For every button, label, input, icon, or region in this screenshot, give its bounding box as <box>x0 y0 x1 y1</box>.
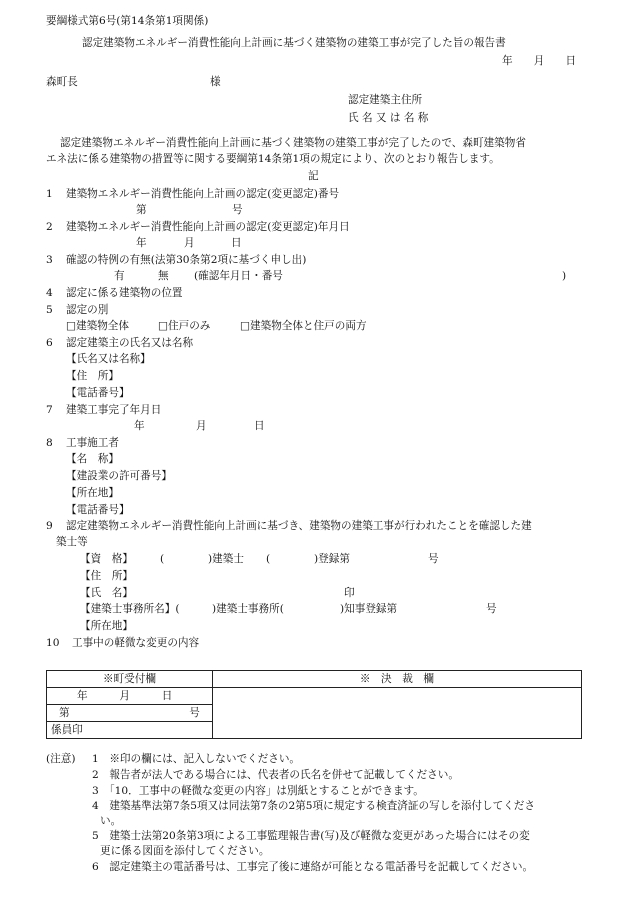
item-9-number: 9 <box>46 520 53 532</box>
item-10-label: 工事中の軽微な変更の内容 <box>72 637 200 649</box>
intro-line-2: エネ法に係る建築物の措置等に関する要綱第14条第1項の規定により、次のとおり報告します。 <box>46 153 500 165</box>
item-2-number: 2 <box>46 221 53 233</box>
item-1-number: 1 <box>46 188 53 200</box>
reception-number-cell <box>47 705 213 722</box>
item-8-location-field: 【所在地】 <box>66 487 119 499</box>
item-6-label: 認定建築主の氏名又は名称 <box>66 337 194 349</box>
item-2-day: 日 <box>231 237 242 249</box>
item-9-name-field: 【氏 名】 <box>80 587 133 599</box>
item-2-year: 年 <box>136 237 147 249</box>
item-6-address-field: 【住 所】 <box>66 370 119 382</box>
reception-decision-table <box>46 670 582 739</box>
item-3-close-paren: ) <box>562 270 567 282</box>
item-9-location-field: 【所在地】 <box>80 620 133 632</box>
item-2-month: 月 <box>184 237 195 249</box>
checkbox-both[interactable]: □建築物全体と住戸の両方 <box>240 320 367 332</box>
reception-dai: 第 <box>59 707 70 719</box>
note-3: 3 「10．工事中の軽微な変更の内容」は別紙とすることができます。 <box>92 785 424 797</box>
owner-name-label: 氏 名 又 は 名 称 <box>348 112 429 124</box>
item-9-address-field: 【住 所】 <box>80 570 133 582</box>
item-8-name-field: 【名 称】 <box>66 453 119 465</box>
item-9-architect: )建築士 <box>208 553 244 565</box>
item-9-label-line-1: 認定建築物エネルギー消費性能向上計画に基づき、建築物の建築工事が行われたことを確認した建 <box>66 520 532 532</box>
item-9-office-go: 号 <box>486 603 497 615</box>
item-4-label: 認定に係る建築物の位置 <box>66 287 183 299</box>
item-7-year: 年 <box>134 420 145 432</box>
reception-header: ※町受付欄 <box>47 671 213 688</box>
item-8-phone-field: 【電話番号】 <box>66 504 130 516</box>
decision-header: ※ 決 裁 欄 <box>212 671 581 688</box>
item-9-registration: )登録第 <box>314 553 350 565</box>
addressee: 森町長 <box>46 76 78 88</box>
report-date: 年 月 日 <box>502 55 577 67</box>
item-7-label: 建築工事完了年月日 <box>66 404 162 416</box>
addressee-honorific: 様 <box>210 76 221 88</box>
item-3-number: 3 <box>46 254 53 266</box>
item-9-office-field: 【建築士事務所名】( <box>80 603 180 615</box>
note-4-line-1: 4 建築基準法第7条5項又は同法第7条の2第5項に規定する検査済証の写しを添付してくださ <box>92 800 535 812</box>
reception-go: 号 <box>189 707 200 719</box>
notes-label: (注意) <box>46 753 76 765</box>
item-3-confirmation: (確認年月日・番号 <box>194 270 283 282</box>
item-7-number: 7 <box>46 404 53 416</box>
item-4-number: 4 <box>46 287 53 299</box>
item-9-seal: 印 <box>344 587 355 599</box>
item-6-phone-field: 【電話番号】 <box>66 387 130 399</box>
checkbox-whole-building[interactable]: □建築物全体 <box>66 320 129 332</box>
item-9-reg-go: 号 <box>428 553 439 565</box>
item-3-yes: 有 <box>114 270 125 282</box>
item-1-dai: 第 <box>136 204 147 216</box>
form-number: 要綱様式第6号(第14条第1項関係) <box>46 15 209 27</box>
document-title: 認定建築物エネルギー消費性能向上計画に基づく建築物の建築工事が完了した旨の報告書 <box>82 37 506 49</box>
item-8-label: 工事施工者 <box>66 437 119 449</box>
item-9-reg-paren: ( <box>266 553 271 565</box>
reception-date: 年 月 日 <box>47 688 213 705</box>
item-9-label-line-2: 築士等 <box>56 536 88 548</box>
item-6-name-field: 【氏名又は名称】 <box>66 353 151 365</box>
item-9-office-mid: )建築士事務所( <box>212 603 284 615</box>
note-6: 6 認定建築主の電話番号は、工事完了後に連絡が可能となる電話番号を記載してください。 <box>92 861 534 873</box>
item-1-go: 号 <box>232 204 243 216</box>
item-5-label: 認定の別 <box>66 304 109 316</box>
item-3-label: 確認の特例の有無(法第30条第2項に基づく申し出) <box>66 254 307 266</box>
item-3-no: 無 <box>158 270 169 282</box>
item-5-number: 5 <box>46 304 53 316</box>
note-2: 2 報告者が法人である場合には、代表者の氏名を併せて記載してください。 <box>92 769 459 781</box>
item-1-label: 建築物エネルギー消費性能向上計画の認定(変更認定)番号 <box>66 188 340 200</box>
clerk-seal-cell: 係員印 <box>47 722 213 739</box>
item-7-month: 月 <box>196 420 207 432</box>
decision-cell <box>212 688 581 739</box>
item-9-governor-reg: )知事登録第 <box>340 603 398 615</box>
note-5-line-1: 5 建築士法第20条第3項による工事監理報告書(写)及び軽微な変更があった場合にはその変 <box>92 830 530 842</box>
owner-address-label: 認定建築主住所 <box>348 94 423 106</box>
item-9-qualification-field: 【資 格】 <box>80 553 133 565</box>
item-6-number: 6 <box>46 337 53 349</box>
intro-line-1: 認定建築物エネルギー消費性能向上計画に基づく建築物の建築工事が完了したので、森町建築物省 <box>60 137 526 149</box>
item-2-label: 建築物エネルギー消費性能向上計画の認定(変更認定)年月日 <box>66 221 350 233</box>
note-1: 1 ※印の欄には、記入しないでください。 <box>92 753 301 765</box>
checkbox-dwelling-only[interactable]: □住戸のみ <box>158 320 211 332</box>
ki-heading: 記 <box>308 170 319 182</box>
item-10-number: 10 <box>46 637 60 649</box>
note-4-line-2: い。 <box>100 815 122 827</box>
note-5-line-2: 更に係る図面を添付してください。 <box>100 845 270 857</box>
item-8-license-field: 【建設業の許可番号】 <box>66 470 172 482</box>
item-8-number: 8 <box>46 437 53 449</box>
item-7-day: 日 <box>254 420 265 432</box>
item-9-qual-paren: ( <box>160 553 165 565</box>
